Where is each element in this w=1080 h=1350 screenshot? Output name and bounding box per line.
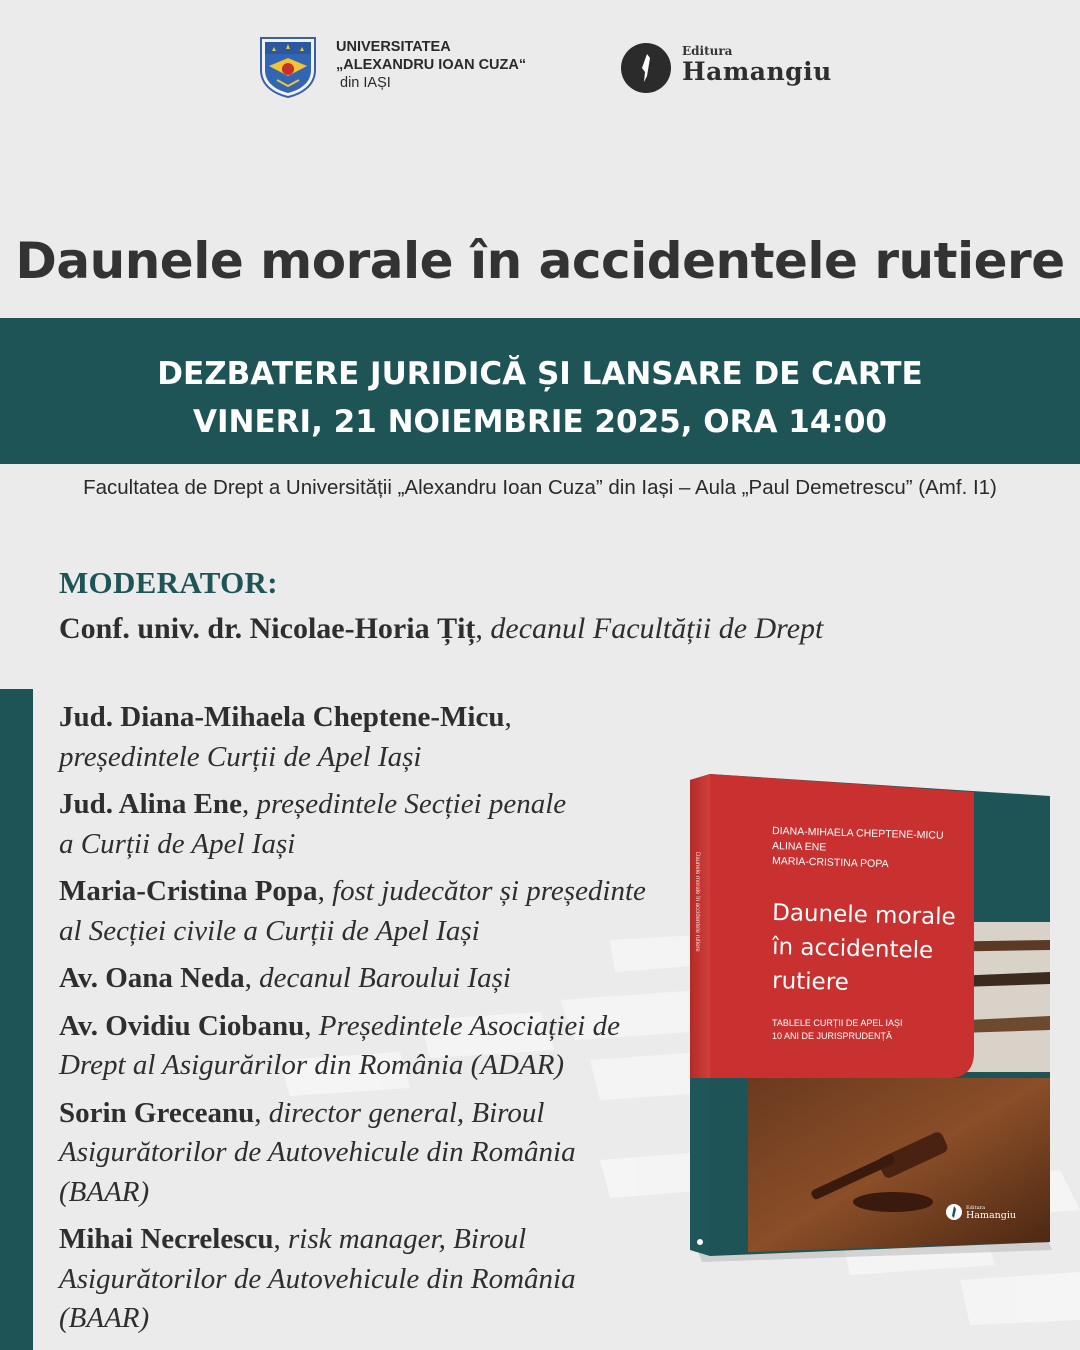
university-line3: din IAȘI bbox=[340, 75, 391, 91]
speaker-item bbox=[59, 698, 619, 777]
page-title: Daunele morale în accidentele rutiere bbox=[15, 232, 1065, 290]
university-line1: UNIVERSITATEA bbox=[336, 39, 451, 55]
speaker-role: președintele Secției penale a Curții de Apel Iași bbox=[59, 788, 567, 860]
speaker-name: Maria-Cristina Popa bbox=[59, 875, 318, 907]
book-author: MARIA-CRISTINA POPA bbox=[771, 855, 889, 871]
university-line2: „ALEXANDRU IOAN CUZA“ bbox=[336, 57, 527, 73]
publisher-label: Hamangiu bbox=[682, 57, 832, 86]
speaker-sep: , bbox=[504, 701, 512, 733]
speaker-item bbox=[59, 872, 669, 951]
moderator-entry bbox=[59, 612, 823, 646]
speaker-sep: , bbox=[244, 962, 260, 994]
speaker-role: fost judecător și președinte al Secției civile a Curții de Apel Iași bbox=[59, 875, 646, 947]
book-title-line: rutiere bbox=[771, 968, 850, 996]
university-crest-icon bbox=[259, 36, 317, 98]
speaker-item bbox=[59, 959, 669, 999]
event-location: Facultatea de Drept a Universității „Alexandru Ioan Cuza” din Iași – Aula „Paul Demetrescu” (Amf. I1) bbox=[83, 476, 997, 499]
book-subtitle-line: 10 ANI DE JURISPRUDENȚĂ bbox=[772, 1031, 893, 1041]
speakers-list bbox=[59, 698, 679, 1347]
book-title-line: în accidentele bbox=[771, 934, 934, 964]
speaker-sep: , bbox=[241, 788, 257, 820]
side-accent-bar bbox=[0, 689, 33, 1350]
book-subtitle-line: TABLELE CURȚII DE APEL IAȘI bbox=[772, 1018, 903, 1028]
moderator-role: decanul Facultății de Drept bbox=[490, 612, 824, 645]
book-author: DIANA-MIHAELA CHEPTENE-MICU bbox=[771, 825, 944, 842]
event-type: DEZBATERE JURIDICĂ ȘI LANSARE DE CARTE bbox=[157, 356, 923, 392]
speaker-role: președintele Curții de Apel Iași bbox=[59, 740, 422, 773]
event-banner bbox=[0, 318, 1080, 464]
speaker-role: risk manager, Biroul Asigurătorilor de Autovehicule din România (BAAR) bbox=[59, 1223, 576, 1334]
cover-publisher-small: Editura bbox=[966, 1205, 986, 1211]
moderator-heading: MODERATOR: bbox=[59, 565, 278, 600]
speaker-sep: , bbox=[317, 875, 333, 907]
header-logos bbox=[0, 34, 1080, 104]
publisher-logo-icon bbox=[620, 42, 672, 94]
event-date: VINERI, 21 NOIEMBRIE 2025, ORA 14:00 bbox=[193, 404, 887, 440]
speaker-item bbox=[59, 1094, 599, 1213]
speaker-name: Jud. Diana-Mihaela Cheptene-Micu bbox=[59, 701, 505, 733]
speaker-role: Președintele Asociației de Drept al Asigurărilor din România (ADAR) bbox=[59, 1009, 620, 1081]
speaker-item bbox=[59, 1220, 599, 1339]
speaker-name: Mihai Necrelescu bbox=[59, 1223, 274, 1255]
publisher-name bbox=[682, 44, 832, 86]
speaker-sep: , bbox=[273, 1223, 288, 1255]
moderator-name: Conf. univ. dr. Nicolae-Horia Țiț bbox=[59, 612, 476, 645]
moderator-sep: , bbox=[475, 612, 491, 645]
speaker-name: Av. Oana Neda bbox=[59, 962, 245, 994]
publisher-small-label: Editura bbox=[682, 44, 733, 58]
spine-logo-icon bbox=[697, 1239, 703, 1245]
speaker-role: decanul Baroului Iași bbox=[259, 962, 511, 994]
speaker-item bbox=[59, 1007, 659, 1086]
speaker-name: Sorin Greceanu bbox=[59, 1096, 255, 1129]
speaker-sep: , bbox=[254, 1096, 269, 1129]
book-author: ALINA ENE bbox=[771, 840, 827, 854]
speaker-name: Av. Ovidiu Ciobanu bbox=[59, 1009, 305, 1042]
book-cover bbox=[688, 772, 1052, 1262]
speaker-sep: , bbox=[304, 1009, 319, 1042]
university-name bbox=[336, 38, 526, 92]
book-title-line: Daunele morale bbox=[771, 900, 956, 931]
speaker-role: director general, Biroul Asigurătorilor de Autovehicule din România (BAAR) bbox=[59, 1096, 576, 1208]
speaker-name: Jud. Alina Ene bbox=[59, 788, 242, 820]
cover-publisher-name: Hamangiu bbox=[966, 1210, 1016, 1221]
speaker-item bbox=[59, 785, 584, 864]
book-spine-text: Daunele morale în accidentele rutiere bbox=[694, 852, 700, 952]
